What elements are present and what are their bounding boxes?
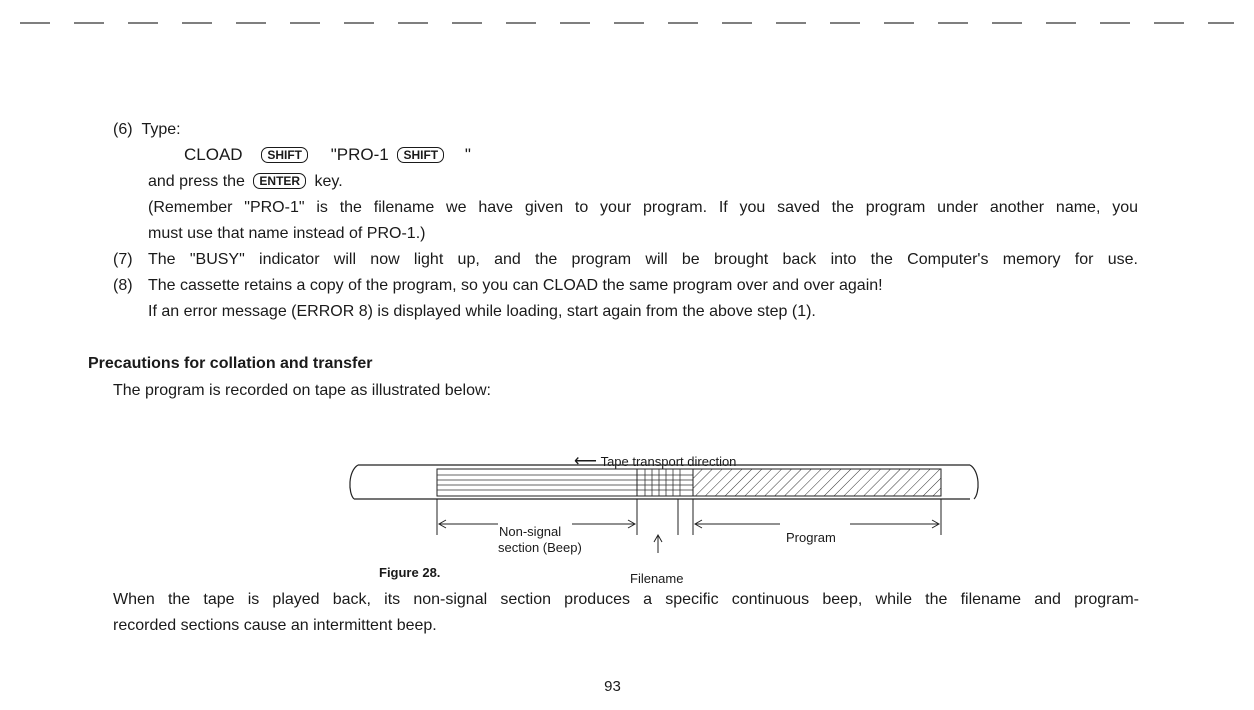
step-6-command: CLOAD SHIFT "PRO-1 SHIFT " <box>184 145 471 164</box>
filename-label: Filename <box>630 571 684 586</box>
cload-command: CLOAD <box>184 145 243 164</box>
step-6-label: (6) Type: <box>113 121 181 138</box>
tape-right-end <box>970 465 978 499</box>
figure-caption: Figure 28. <box>379 565 441 580</box>
step-6-press-enter: and press the ENTER key. <box>148 173 343 190</box>
nonsignal-section <box>437 469 637 496</box>
step-6-note-line2: must use that name instead of PRO-1.) <box>148 225 426 242</box>
program-section <box>693 469 941 496</box>
top-dashed-rule <box>20 20 1234 26</box>
shift-key: SHIFT <box>261 147 308 163</box>
closing-line2: recorded sections cause an intermittent beep. <box>113 617 437 634</box>
shift-key: SHIFT <box>397 147 444 163</box>
program-label: Program <box>786 530 836 545</box>
nonsignal-label-line1: Non-signal <box>499 524 562 539</box>
section-intro: The program is recorded on tape as illustrated below: <box>113 382 491 399</box>
step-8-num: (8) <box>113 277 133 294</box>
left-arrow-icon: ⟵ <box>574 453 597 470</box>
closing-line1: When the tape is played back, its non-signal section produces a specific continuous beep, while the filename and program- <box>113 591 1139 608</box>
tape-left-end <box>350 465 358 499</box>
section-heading: Precautions for collation and transfer <box>88 355 373 372</box>
step-8-text: The cassette retains a copy of the program, so you can CLOAD the same program over and over again! <box>148 277 883 294</box>
nonsignal-label-line2: section (Beep) <box>498 540 582 555</box>
step-6-note-line1: (Remember "PRO-1" is the filename we have given to your program. If you saved the program under another name, you <box>148 199 1138 216</box>
page-number: 93 <box>604 678 621 695</box>
step-8-error-text: If an error message (ERROR 8) is displayed while loading, start again from the above step (1). <box>148 303 816 320</box>
enter-key: ENTER <box>253 173 306 189</box>
filename-section <box>637 469 693 496</box>
tape-direction-label: ⟵ Tape transport direction <box>574 453 737 470</box>
tape-illustration <box>340 455 1000 565</box>
step-7-text: The "BUSY" indicator will now light up, and the program will be brought back into the Computer's memory for use. <box>148 251 1138 268</box>
step-7-num: (7) <box>113 251 133 268</box>
